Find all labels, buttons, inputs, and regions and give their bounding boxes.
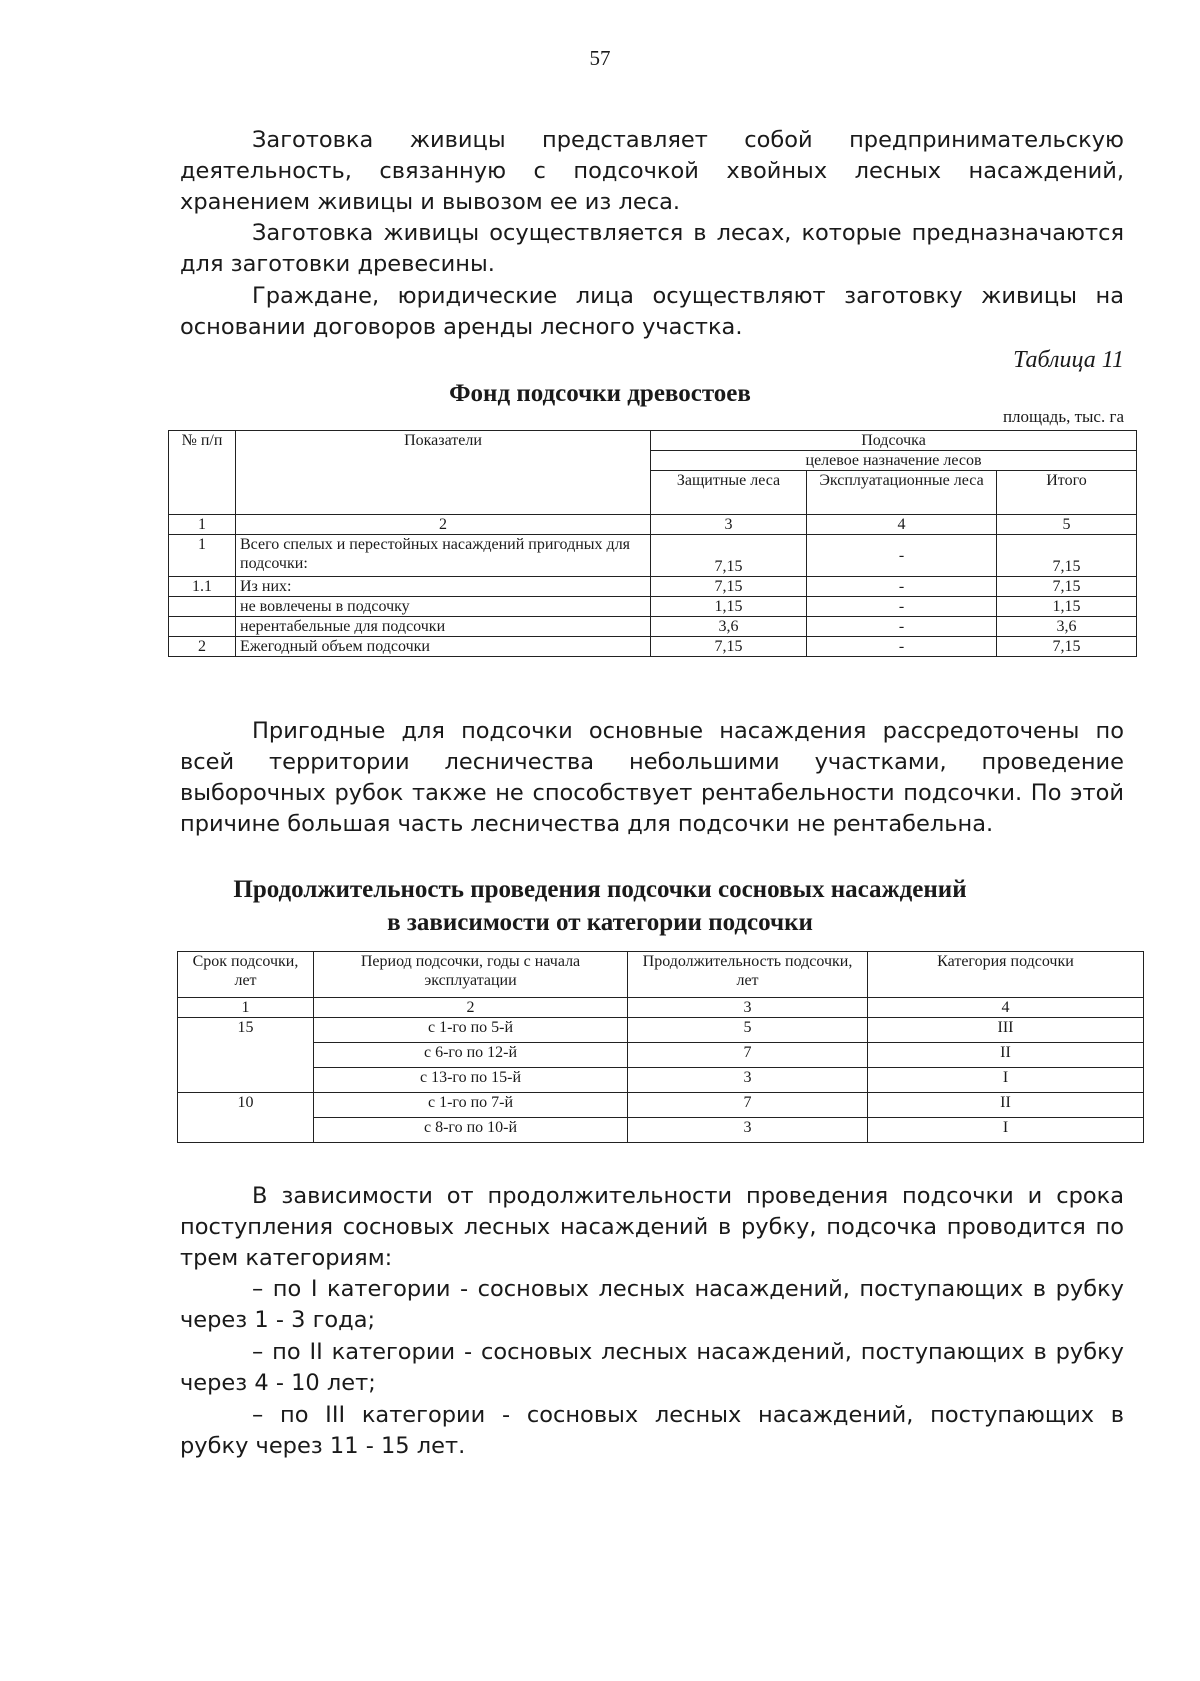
row-duration: 5 [628, 1018, 868, 1043]
table-header-row [178, 952, 1144, 998]
row-num [169, 597, 236, 617]
row-num: 1 [169, 535, 236, 577]
col-number: 1 [169, 515, 236, 535]
table-row [169, 535, 1137, 577]
header-num: № п/п [169, 431, 236, 515]
header-total: Итого [997, 471, 1137, 515]
text-line: Заготовка живицы осуществляется в лесах, которые предназначаются [252, 220, 1124, 246]
table-row [178, 1118, 1144, 1143]
table-unit: площадь, тыс. га [1002, 407, 1124, 426]
table-header-row [169, 431, 1137, 451]
text-line: – по II категории - сосновых лесных насаждений, поступающих в рубку [252, 1339, 1124, 1365]
list-item-category-2 [180, 1337, 1124, 1399]
row-protective: 7,15 [651, 535, 807, 577]
row-exploitation: - [807, 617, 997, 637]
list-item-category-1 [180, 1274, 1124, 1336]
table-title [150, 873, 1050, 939]
text-line: основании договоров аренды лесного участка. [180, 314, 743, 340]
header-group: Подсочка [651, 431, 1137, 451]
paragraph-intro [180, 125, 1124, 218]
row-num [169, 617, 236, 637]
row-exploitation: - [807, 535, 997, 577]
row-label: не вовлечены в подсочку [236, 597, 651, 617]
row-category: I [868, 1118, 1144, 1143]
header-category: Категория подсочки [868, 952, 1144, 998]
row-num: 2 [169, 637, 236, 657]
text-line: причине большая часть лесничества для подсочки не рентабельна. [180, 811, 994, 837]
title-line: Продолжительность проведения подсочки сосновых насаждений [233, 876, 967, 903]
row-total: 3,6 [997, 617, 1137, 637]
row-category: I [868, 1068, 1144, 1093]
title-line: в зависимости от категории подсочки [387, 909, 813, 936]
col-number: 3 [651, 515, 807, 535]
row-period: с 1-го по 5-й [314, 1018, 628, 1043]
row-category: III [868, 1018, 1144, 1043]
header-exploitation: Эксплуатационные леса [807, 471, 997, 515]
row-label: Ежегодный объем подсочки [236, 637, 651, 657]
text-line: всей территории лесничества небольшими участками, проведение [180, 749, 1124, 775]
table-row [169, 597, 1137, 617]
text-line: через 4 - 10 лет; [180, 1370, 376, 1396]
col-number: 2 [236, 515, 651, 535]
text-line: рубку через 11 - 15 лет. [180, 1433, 466, 1459]
text-line: хранением живицы и вывозом ее из леса. [180, 189, 681, 215]
row-label: Из них: [236, 577, 651, 597]
page-number: 57 [589, 46, 611, 70]
text-line: трем категориям: [180, 1245, 393, 1271]
col-number: 1 [178, 998, 314, 1018]
row-term: 10 [178, 1093, 314, 1143]
row-duration: 7 [628, 1093, 868, 1118]
row-exploitation: - [807, 637, 997, 657]
col-number: 2 [314, 998, 628, 1018]
row-protective: 1,15 [651, 597, 807, 617]
row-label: нерентабельные для подсочки [236, 617, 651, 637]
table-tapping-fund [168, 430, 1137, 657]
row-label: Всего спелых и перестойных насаждений пригодных для подсочки: [236, 535, 651, 577]
row-term: 15 [178, 1018, 314, 1093]
table-row [169, 617, 1137, 637]
row-protective: 3,6 [651, 617, 807, 637]
text-line: для заготовки древесины. [180, 251, 495, 277]
paragraph-forests [180, 218, 1124, 280]
table-row [178, 1018, 1144, 1043]
row-period: с 8-го по 10-й [314, 1118, 628, 1143]
paragraph-distribution [180, 716, 1124, 840]
row-period: с 1-го по 7-й [314, 1093, 628, 1118]
text-line: – по III категории - сосновых лесных насаждений, поступающих в [252, 1402, 1124, 1428]
row-protective: 7,15 [651, 637, 807, 657]
col-number: 5 [997, 515, 1137, 535]
table-tapping-duration [177, 951, 1144, 1143]
row-total: 1,15 [997, 597, 1137, 617]
table-title: Фонд подсочки древостоев [449, 380, 751, 407]
row-duration: 3 [628, 1118, 868, 1143]
header-duration: Продолжительность подсочки, лет [628, 952, 868, 998]
text-line: Заготовка живицы представляет собой предпринимательскую [252, 127, 1124, 153]
text-line: В зависимости от продолжительности проведения подсочки и срока [252, 1183, 1124, 1209]
col-number: 3 [628, 998, 868, 1018]
table-row [169, 577, 1137, 597]
table-row [169, 637, 1137, 657]
row-duration: 7 [628, 1043, 868, 1068]
list-item-category-3 [180, 1400, 1124, 1462]
text-line: Пригодные для подсочки основные насаждения рассредоточены по [252, 718, 1124, 744]
header-indicators: Показатели [236, 431, 651, 515]
row-total: 7,15 [997, 637, 1137, 657]
row-category: II [868, 1043, 1144, 1068]
row-total: 7,15 [997, 577, 1137, 597]
row-period: с 6-го по 12-й [314, 1043, 628, 1068]
table-row [178, 1043, 1144, 1068]
row-protective: 7,15 [651, 577, 807, 597]
col-number: 4 [868, 998, 1144, 1018]
text-line: выборочных рубок также не способствует рентабельности подсочки. По этой [180, 780, 1124, 806]
column-number-row [169, 515, 1137, 535]
header-protective: Защитные леса [651, 471, 807, 515]
row-period: с 13-го по 15-й [314, 1068, 628, 1093]
header-period: Период подсочки, годы с начала эксплуатации [314, 952, 628, 998]
text-line: через 1 - 3 года; [180, 1307, 376, 1333]
text-line: поступления сосновых лесных насаждений в рубку, подсочка проводится по [180, 1214, 1124, 1240]
row-exploitation: - [807, 577, 997, 597]
table-row [178, 1093, 1144, 1118]
row-exploitation: - [807, 597, 997, 617]
paragraph-categories [180, 1181, 1124, 1274]
table-row [178, 1068, 1144, 1093]
header-term: Срок подсочки, лет [178, 952, 314, 998]
row-duration: 3 [628, 1068, 868, 1093]
header-subgroup: целевое назначение лесов [651, 451, 1137, 471]
column-number-row [178, 998, 1144, 1018]
table-caption: Таблица 11 [1013, 347, 1124, 373]
row-num: 1.1 [169, 577, 236, 597]
row-category: II [868, 1093, 1144, 1118]
row-total: 7,15 [997, 535, 1137, 577]
text-line: Граждане, юридические лица осуществляют заготовку живицы на [252, 283, 1124, 309]
col-number: 4 [807, 515, 997, 535]
text-line: деятельность, связанную с подсочкой хвойных лесных насаждений, [180, 158, 1124, 184]
text-line: – по I категории - сосновых лесных насаждений, поступающих в рубку [252, 1276, 1124, 1302]
paragraph-citizens [180, 281, 1124, 343]
